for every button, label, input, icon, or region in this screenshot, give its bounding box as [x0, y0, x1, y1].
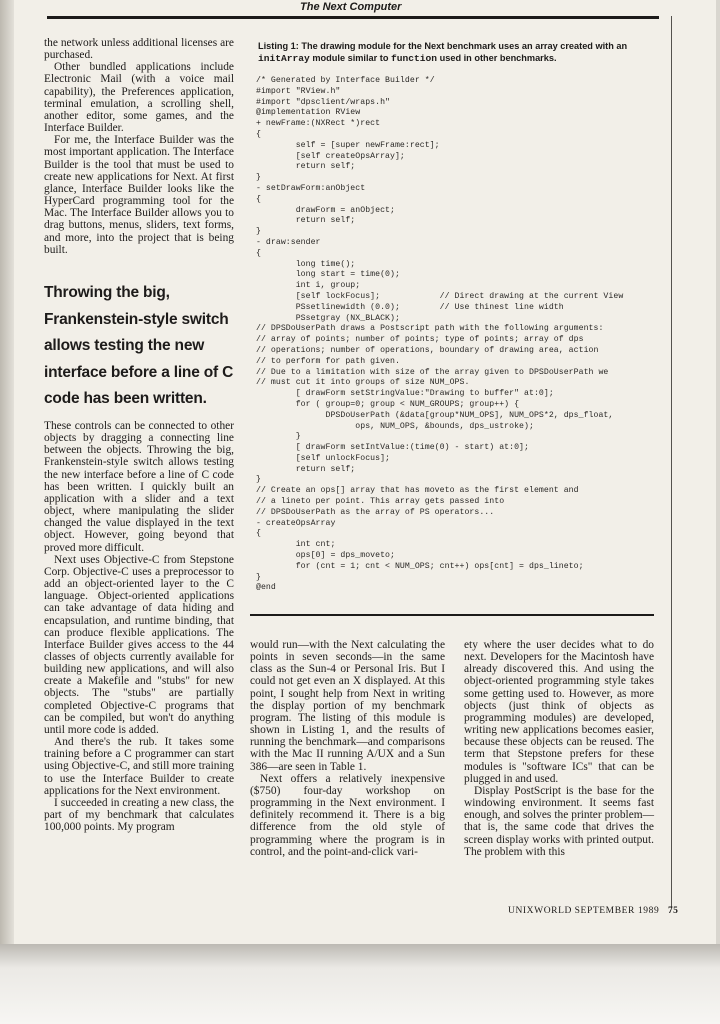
- code-listing: /* Generated by Interface Builder */ #import "RView.h" #import "dpsclient/wraps.h" @implementation RView + newFrame:(NXRect *)rect { self = [super newFrame:rect]; [self createOpsArray]; return self; } - setDrawForm:anObject { drawForm = anObject; return self; } - draw:sender { long time(); long start = time(0); int i, group; [self lockFocus]; // Direct drawing at the current View PSsetlinewidth (0.0); // Use thinest line width PSsetgray (NX_BLACK); // DPSDoUserPath draws a Postscript path with the following arguments: // array of points; number of points; type of points; array of dps // operations; number of operations, boundary of drawing area, action // to perform for path given. // Due to a limitation with size of the array given to DPSDoUserPath we // must cut it into groups of size NUM_OPS. [ drawForm setStringValue:"Drawing to buffer" at:0]; for ( group=0; group < NUM_GROUPS; group++) { DPSDoUserPath (&data[group*NUM_OPS], NUM_OPS*2, dps_float, ops, NUM_OPS, &bounds, dps_ustroke); } [ drawForm setIntValue:(time(0) - start) at:0]; [self unlockFocus]; return self; } // Create an ops[] array that has moveto as the first element and // a lineto per point. This array gets passed into // DPSDoUserPath as the array of PS operators... - createOpsArray { int cnt; ops[0] = dps_moveto; for (cnt = 1; cnt < NUM_OPS; cnt++) ops[cnt] = dps_lineto; } @end: [256, 76, 624, 593]
- header-rule: [47, 16, 659, 19]
- column-middle: [250, 639, 445, 858]
- column-left-bottom: [44, 420, 234, 833]
- paragraph: Next offers a relatively inexpensive ($750) four-day workshop on programming in the Next environment. I definitely recommend it. There is a big difference from the old style of programming where the program is in control, and the point-and-click vari-: [250, 772, 445, 858]
- paragraph: Display PostScript is the base for the windowing environment. It seems fast enough, and solves the printer problem—that is, the same code that drives the screen display works with printed output. The problem with this: [464, 784, 654, 858]
- column-rule: [671, 16, 672, 908]
- footer-magazine: UNIXWORLD: [508, 906, 572, 916]
- column-right: [464, 639, 654, 858]
- paragraph: the network unless additional licenses are purchased.: [44, 37, 234, 62]
- caption-code: function: [391, 53, 438, 64]
- page-number: 75: [668, 906, 679, 916]
- page-footer: [508, 906, 678, 916]
- caption-text: Listing 1: The drawing module for the Next benchmark uses an array created with an: [258, 41, 628, 51]
- listing-caption: [258, 40, 658, 65]
- footer-date: SEPTEMBER 1989: [574, 906, 660, 916]
- pull-quote: Throwing the big, Frankenstein-style switch allows testing the new interface before a line of C code has been written.: [44, 284, 234, 407]
- running-head: The Next Computer: [300, 1, 402, 13]
- paragraph: would run—with the Next calculating the points in seven seconds—in the same class as the Sun-4 or Personal Iris. But I could not get even an X displayed. At this point, I sought help from Next in writing the display portion of my benchmark program. The listing of this module is shown in Listing 1, and the results of running the benchmark—and comparisons with the Mac II running A/UX and a Sun 386—are seen in Table 1.: [250, 639, 445, 773]
- paragraph: Next uses Objective-C from Stepstone Corp. Objective-C uses a preprocessor to add an object-oriented layer to the C language. Object-oriented applications can take advantage of data hiding and encapsulation, and runtime binding, that can produce flexible applications. The Interface Builder gives access to the 44 classes of objects currently available for building new applications, and will also create a Makefile and "stubs" for new objects. The "stubs" are partially completed Objective-C programs that can be compiled, but won't do anything until more code is added.: [44, 553, 234, 736]
- caption-text: used in other benchmarks.: [437, 53, 557, 63]
- scan-bottom-margin: [0, 944, 720, 1024]
- paragraph: And there's the rub. It takes some training before a C programmer can start using Objective-C, and still more training to use the Interface Builder to create applications for the Next environment.: [44, 736, 234, 797]
- page-binding-shadow: [0, 0, 14, 944]
- listing-bottom-rule: [250, 614, 654, 616]
- paragraph: These controls can be connected to other objects by dragging a connecting line between the objects. Throwing the big, Frankenstein-style switch allows testing the new interface before a line of C code has been written. I quickly built an application with a slider and a text object, where manipulating the slider changed the value displayed in the text object. However, going beyond that proved more difficult.: [44, 420, 234, 554]
- paragraph: For me, the Interface Builder was the most important application. The Interface Builder is the tool that must be used to create new applications for Next. At first glance, Interface Builder looks like the HyperCard programming tool for the Mac. The Interface Builder allows you to drag buttons, menus, sliders, text forms, and more, into the project that is being built.: [44, 134, 234, 256]
- caption-code: initArray: [258, 53, 310, 64]
- paragraph: I succeeded in creating a new class, the part of my benchmark that calculates 100,000 points. My program: [44, 796, 234, 834]
- column-left-top: [44, 37, 234, 256]
- paragraph: ety where the user decides what to do next. Developers for the Macintosh have already discovered this. And using the object-oriented programming style takes some getting used to. However, as more objects (just think of objects as programming modules) are developed, writing new applications becomes easier, because these objects can be reused. The term that Stepstone prefers for these modules is "software ICs" that can be plugged in and used.: [464, 639, 654, 785]
- paragraph: Other bundled applications include Electronic Mail (with a voice mail capability), the Preferences application, terminal emulation, a scrolling shell, another editor, some games, and the Interface Builder.: [44, 61, 234, 135]
- caption-text: module similar to: [309, 53, 391, 63]
